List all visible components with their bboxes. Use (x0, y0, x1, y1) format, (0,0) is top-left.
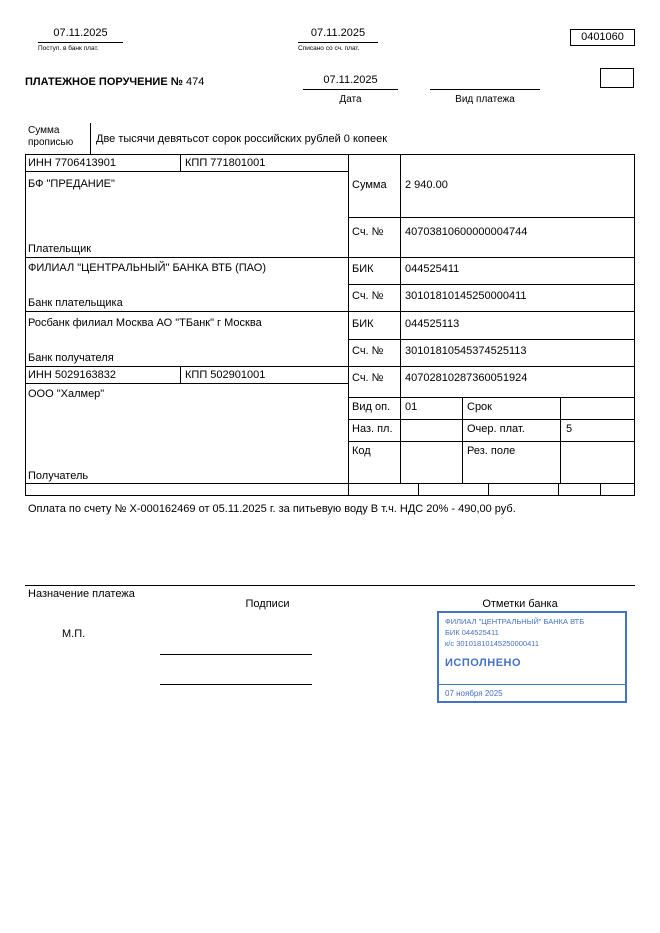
stamp-corr-account: к/с 30101810145250000411 (445, 639, 540, 648)
table-line (25, 366, 635, 367)
payer-bank-name: ФИЛИАЛ "ЦЕНТРАЛЬНЫЙ" БАНКА ВТБ (ПАО) (28, 262, 266, 274)
amount-words-divider (90, 123, 91, 155)
payer-bank-section-label: Банк плательщика (28, 297, 123, 309)
purpose-text: Оплата по счету № Х-000162469 от 05.11.2025 г. за питьевую воду В т.ч. НДС 20% - 490,00 руб. (28, 503, 516, 515)
header-empty-box (600, 68, 634, 88)
table-line (348, 339, 635, 340)
debited-date: 07.11.2025 (298, 27, 378, 43)
reserve-field-label: Рез. поле (467, 445, 516, 457)
table-line (348, 441, 635, 442)
amount-words-value: Две тысячи девятьсот сорок российских рублей 0 копеек (96, 133, 388, 145)
table-line (600, 483, 601, 495)
priority-value: 5 (566, 423, 573, 435)
amount-value: 2 940.00 (405, 179, 448, 191)
stamp-divider (439, 684, 625, 685)
signature-line (160, 654, 312, 655)
op-kind-label: Вид оп. (352, 401, 391, 413)
table-line (462, 397, 463, 483)
payer-inn: ИНН 7706413901 (28, 157, 117, 169)
table-line (180, 154, 181, 171)
table-line (348, 397, 635, 398)
doc-date-label: Дата (339, 94, 362, 105)
payer-bank-bik-label: БИК (352, 263, 374, 275)
table-line (348, 217, 635, 218)
payer-bank-account-value: 30101810145250000411 (405, 290, 527, 302)
doc-title-row (25, 76, 204, 89)
table-line (418, 483, 419, 495)
payer-bank-account-label: Сч. № (352, 290, 384, 302)
debited-date-label: Списано со сч. плат. (298, 45, 360, 52)
code-label: Код (352, 445, 371, 457)
payee-bank-bik-value: 044525113 (405, 318, 460, 330)
table-line (25, 154, 26, 495)
table-line (634, 154, 635, 495)
table-line (25, 495, 635, 496)
payer-bank-bik-value: 044525411 (405, 263, 460, 275)
received-date-label: Поступ. в банк плат. (38, 45, 99, 52)
stamp-bank-name: ФИЛИАЛ "ЦЕНТРАЛЬНЫЙ" БАНКА ВТБ (445, 617, 585, 626)
payee-bank-bik-label: БИК (352, 318, 374, 330)
payee-kpp: КПП 502901001 (185, 369, 266, 381)
table-line (25, 383, 349, 384)
payee-account-label: Сч. № (352, 372, 384, 384)
payer-section-label: Плательщик (28, 243, 92, 255)
table-line (180, 366, 181, 383)
bank-marks-label: Отметки банка (482, 598, 558, 610)
table-line (25, 257, 635, 258)
payee-inn: ИНН 5029163832 (28, 369, 117, 381)
purpose-line (25, 585, 635, 586)
amount-label: Сумма (352, 179, 387, 191)
payer-kpp: КПП 771801001 (185, 157, 266, 169)
signature-line (160, 684, 312, 685)
payer-account-label: Сч. № (352, 226, 384, 238)
mp-label: М.П. (62, 628, 86, 640)
payee-bank-account-value: 30101810545374525113 (405, 345, 527, 357)
doc-number: 474 (186, 76, 205, 88)
signatures-label: Подписи (245, 598, 290, 610)
bank-stamp (437, 611, 627, 703)
doc-date: 07.11.2025 (303, 74, 398, 90)
table-line (488, 483, 489, 495)
table-line (558, 483, 559, 495)
stamp-bik: БИК 044525411 (445, 628, 499, 637)
payee-bank-account-label: Сч. № (352, 345, 384, 357)
table-line (348, 154, 349, 495)
payee-section-label: Получатель (28, 470, 89, 482)
form-code-box: 0401060 (570, 29, 635, 46)
table-line (25, 171, 349, 172)
stamp-status: ИСПОЛНЕНО (445, 657, 522, 669)
table-line (560, 397, 561, 483)
payee-account-value: 40702810287360051924 (405, 372, 528, 384)
priority-label: Очер. плат. (467, 423, 525, 435)
payee-bank-section-label: Банк получателя (28, 352, 114, 364)
payee-bank-name: Росбанк филиал Москва АО "ТБанк" г Москва (28, 317, 262, 329)
table-line (348, 284, 635, 285)
purpose-label: Назначение платежа (28, 588, 135, 600)
payee-name: ООО "Халмер" (28, 388, 105, 400)
payment-kind-line (430, 89, 540, 90)
payer-account-value: 40703810600000004744 (405, 226, 528, 238)
table-line (25, 311, 635, 312)
payment-kind-label: Вид платежа (455, 94, 515, 105)
op-kind-value: 01 (405, 401, 418, 413)
table-line (348, 419, 635, 420)
amount-words-label: Сумма прописью (28, 125, 74, 148)
table-line (400, 154, 401, 483)
term-label: Срок (467, 401, 492, 413)
table-line (25, 154, 635, 155)
received-date: 07.11.2025 (38, 27, 123, 43)
payer-name: БФ "ПРЕДАНИЕ" (28, 178, 115, 190)
table-line (25, 483, 635, 484)
doc-title: ПЛАТЕЖНОЕ ПОРУЧЕНИЕ № (25, 76, 183, 88)
stamp-date: 07 ноября 2025 (445, 689, 503, 698)
purpose-code-label: Наз. пл. (352, 423, 393, 435)
